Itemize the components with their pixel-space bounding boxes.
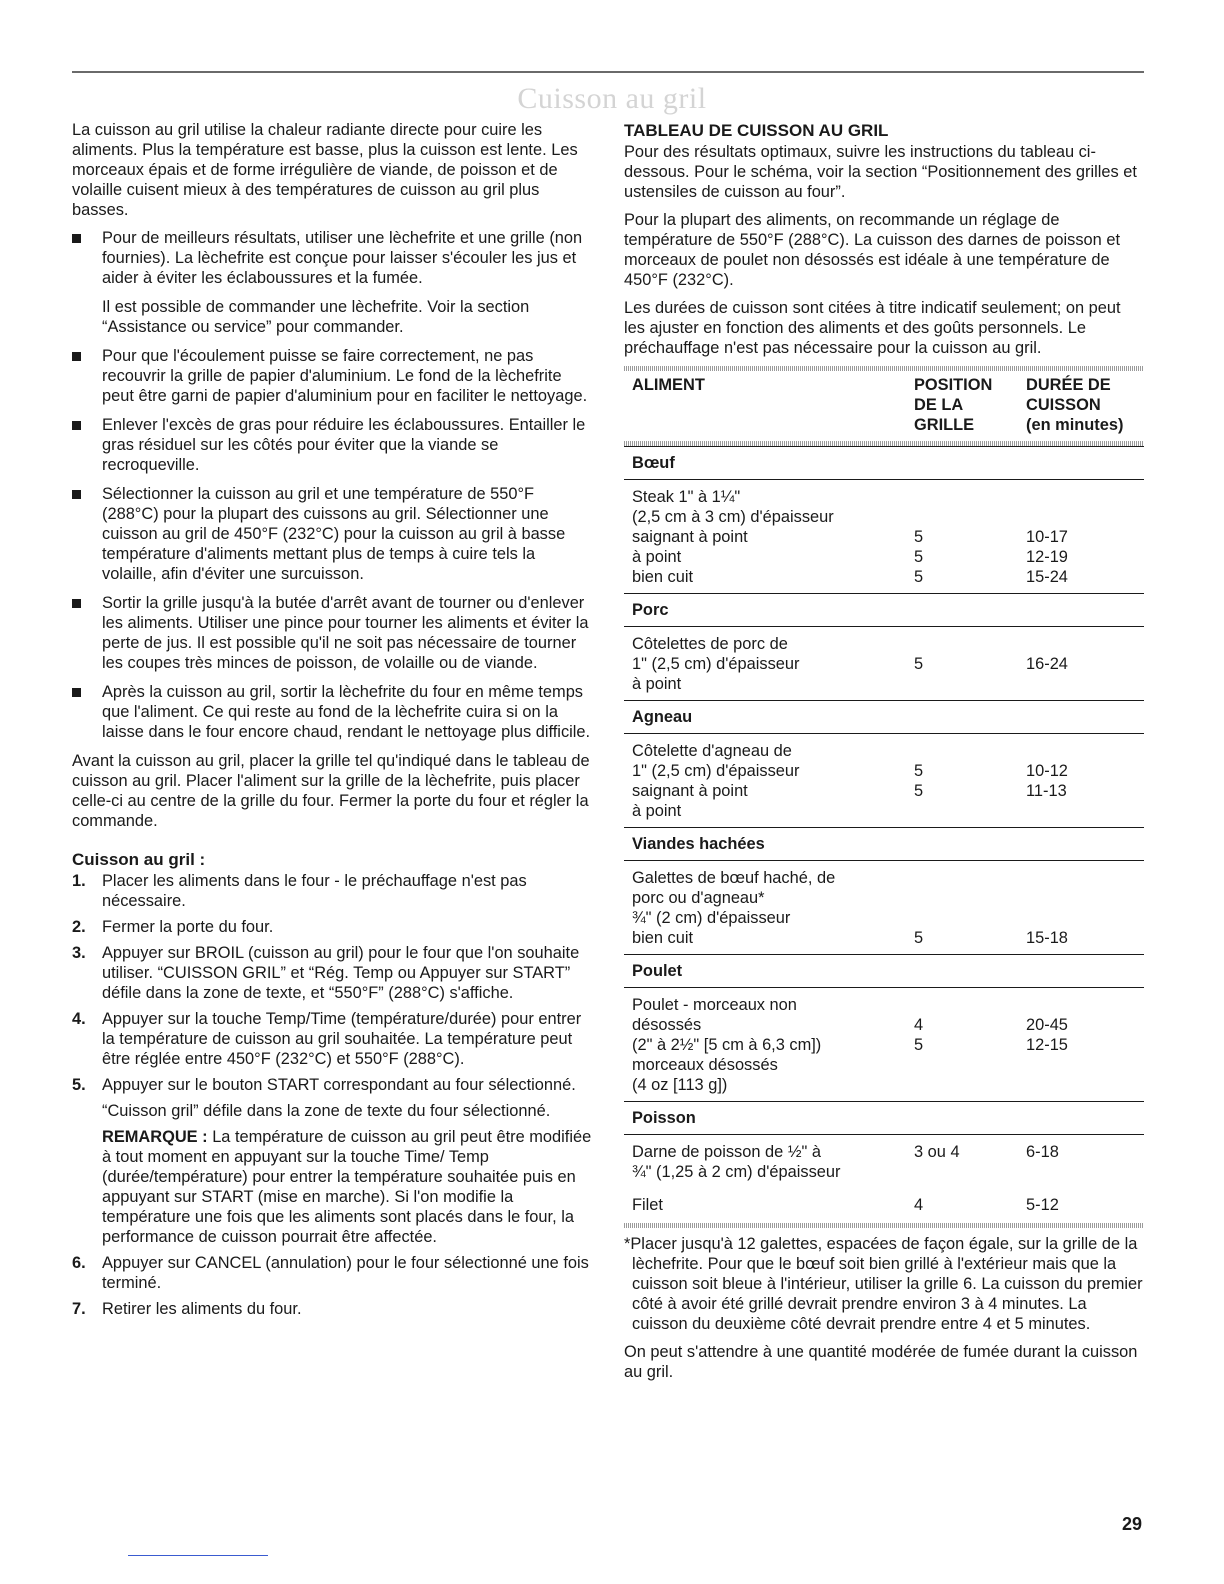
food-cell: Steak 1" à 1¼" (2,5 cm à 3 cm) d'épaisseur saignant à point à point bien cuit	[632, 488, 834, 586]
step-item: 2. Fermer la porte du four.	[72, 918, 274, 936]
tip-item: Après la cuisson au gril, sortir la lèchefrite du four en même temps que l'aliment. Ce qui reste au fond de la lèchefrite cuira si on la laisse dans le four encore chaud, rendant le nettoyage plus difficile.	[72, 682, 592, 742]
right-column	[624, 120, 1144, 1390]
page-number: 29	[1121, 1514, 1142, 1534]
category-label: Agneau	[624, 701, 1144, 734]
table-row	[624, 627, 1144, 701]
intro-paragraph: La cuisson au gril utilise la chaleur radiante directe pour cuire les aliments. Plus la température est basse, plus la cuisson est lente. Les morceaux épais et de forme irrégulière de viande, de poisson et de volaille cuisent mieux à des températures de cuisson au gril plus basses.	[72, 121, 578, 219]
position-cell: 4	[914, 1196, 924, 1214]
table-intro: Pour des résultats optimaux, suivre les instructions du tableau ci-dessous. Pour le schéma, voir la section “Positionnement des grilles et ustensiles de cuisson au four”.	[624, 143, 1137, 201]
position-cell: 3 ou 4	[914, 1143, 960, 1161]
category-label: Poulet	[624, 955, 1144, 988]
footer-line	[128, 1555, 268, 1556]
food-cell: Filet	[632, 1196, 663, 1214]
duration-cell: 6-18	[1026, 1143, 1059, 1161]
category-label: Porc	[624, 594, 1144, 627]
step-item: 3. Appuyer sur BROIL (cuisson au gril) pour le four que l'on souhaite utiliser. “CUISSON GRIL” et “Rég. Temp ou Appuyer sur START” défile dans la zone de texte, et “550°F” (288°C) s'affiche.	[72, 944, 580, 1002]
position-cell: 4 5	[914, 1016, 924, 1054]
table-header-row	[624, 375, 1144, 441]
category-row	[624, 701, 1144, 734]
duration-cell: 20-45 12-15	[1026, 1016, 1068, 1054]
broil-table	[624, 375, 1144, 1221]
step-item: 6. Appuyer sur CANCEL (annulation) pour le four sélectionné une fois terminé.	[72, 1254, 589, 1292]
category-row	[624, 594, 1144, 627]
food-cell: Darne de poisson de ½" à ¾" (1,25 à 2 cm) d'épaisseur	[632, 1143, 841, 1181]
table-row	[624, 734, 1144, 828]
top-rule	[72, 71, 1144, 73]
header-duree: DURÉE DE CUISSON (en minutes)	[1026, 376, 1124, 434]
step-item: 7. Retirer les aliments du four.	[72, 1300, 302, 1318]
category-row	[624, 447, 1144, 480]
tip-item: Sortir la grille jusqu'à la butée d'arrêt avant de tourner ou d'enlever les aliments. Utiliser une pince pour tourner les aliments et éviter la perte de jus. Il est possible qu'il ne soit pas nécessaire de tourner les coupes très minces de poisson, de volaille ou de viande.	[72, 593, 592, 673]
smoke-note: On peut s'attendre à une quantité modérée de fumée durant la cuisson au gril.	[624, 1343, 1138, 1381]
table-row	[624, 480, 1144, 594]
header-aliment: ALIMENT	[632, 376, 705, 394]
dotted-rule	[624, 1223, 1144, 1228]
position-cell: 5 5 5	[914, 528, 924, 586]
table-row	[624, 988, 1144, 1102]
category-row	[624, 1102, 1144, 1135]
page-title: Cuisson au gril	[517, 82, 707, 115]
duration-cell: 10-17 12-19 15-24	[1026, 528, 1068, 586]
temperature-note: Pour la plupart des aliments, on recommande un réglage de température de 550°F (288°C). La cuisson des darnes de poisson et morceaux de poulet non désossés est idéale à une température de 450°F (232°C).	[624, 211, 1121, 289]
food-cell: Côtelette d'agneau de 1" (2,5 cm) d'épaisseur saignant à point à point	[632, 742, 800, 820]
position-cell: 5 5	[914, 762, 924, 800]
duration-cell: 16-24	[1026, 655, 1068, 673]
dotted-rule	[624, 441, 1144, 446]
category-label: Bœuf	[624, 447, 1144, 480]
table-row	[624, 1135, 1144, 1189]
duration-cell: 10-12 11-13	[1026, 762, 1068, 800]
step-item: 5. Appuyer sur le bouton START correspondant au four sélectionné. “Cuisson gril” défile dans la zone de texte du four sélectionné. REMARQUE : La température de cuisson au gril peut être modifiée à tout moment en appuyant sur la touche Time/ Temp (durée/température) pour entrer la température souhaitée puis en appuyant sur START (mise en marche). Si l'on modifie la température une fois que les aliments sont placés dans le four, la performance de cuisson pourrait être affectée.	[72, 1076, 592, 1246]
table-row	[624, 1188, 1144, 1221]
food-cell: Poulet - morceaux non désossés (2" à 2½" [5 cm à 6,3 cm]) morceaux désossés (4 oz [113 g])	[632, 996, 822, 1094]
header-position: POSITION DE LA GRILLE	[914, 376, 993, 434]
steps-heading: Cuisson au gril :	[72, 850, 206, 869]
category-row	[624, 828, 1144, 861]
duration-cell: 15-18	[1026, 929, 1068, 947]
step-item: 4. Appuyer sur la touche Temp/Time (température/durée) pour entrer la température de cuisson au gril souhaitée. La température peut être réglée entre 450°F (232°C) et 550°F (288°C).	[72, 1010, 582, 1068]
footnote: *Placer jusqu'à 12 galettes, espacées de façon égale, sur la grille de la lèchefrite. Pour que le bœuf soit bien grillé à l'extérieur mais que la cuisson soit bleue à l'intérieur, utiliser la grille 6. La cuisson du premier côté à avoir été grillé devrait prendre environ 3 à 4 minutes. La cuisson du deuxième côté devrait prendre entre 4 et 5 minutes.	[624, 1235, 1143, 1333]
dotted-rule	[624, 366, 1144, 371]
tips-list	[72, 228, 592, 742]
left-column	[72, 120, 592, 1325]
tip-item: Sélectionner la cuisson au gril et une température de 550°F (288°C) pour la plupart des cuissons au gril. Sélectionner une cuisson au gril de 450°F (232°C) pour la cuisson au gril à basse température d'aliments mettant plus de temps à cuire tels la volaille, afin d'éviter une surcuisson.	[72, 484, 592, 584]
food-cell: Galettes de bœuf haché, de porc ou d'agneau* ¾" (2 cm) d'épaisseur bien cuit	[632, 869, 836, 947]
category-row	[624, 955, 1144, 988]
step-subnote: “Cuisson gril” défile dans la zone de texte du four sélectionné.	[102, 1102, 551, 1120]
position-cell: 5	[914, 929, 924, 947]
category-label: Viandes hachées	[624, 828, 1144, 861]
steps-list	[72, 871, 592, 1319]
remark-note: REMARQUE : La température de cuisson au gril peut être modifiée à tout moment en appuyant sur la touche Time/ Temp (durée/température) pour entrer la température souhaitée puis en appuyant sur START (mise en marche). Si l'on modifie la température une fois que les aliments sont placés dans le four, la performance de cuisson pourrait être affectée.	[102, 1128, 592, 1246]
tip-item: Pour que l'écoulement puisse se faire correctement, ne pas recouvrir la grille de papier d'aluminium. Le fond de la lèchefrite peut être garni de papier d'aluminium pour en faciliter le nettoyage.	[72, 346, 592, 406]
duration-note: Les durées de cuisson sont citées à titre indicatif seulement; on peut les ajuster en fonction des aliments et des goûts personnels. Le préchauffage n'est pas nécessaire pour la cuisson au gril.	[624, 299, 1121, 357]
placement-paragraph: Avant la cuisson au gril, placer la grille tel qu'indiqué dans le tableau de cuisson au gril. Placer l'aliment sur la grille de la lèchefrite, puis placer celle-ci au centre de la grille du four. Fermer la porte du four et régler la commande.	[72, 752, 590, 830]
food-cell: Côtelettes de porc de 1" (2,5 cm) d'épaisseur à point	[632, 635, 800, 693]
tip-subnote: Il est possible de commander une lèchefrite. Voir la section “Assistance ou service” pour commander.	[102, 298, 530, 336]
tip-item: Pour de meilleurs résultats, utiliser une lèchefrite et une grille (non fournies). La lèchefrite est conçue pour laisser s'écouler les jus et aider à éviter les éclaboussures et la fumée. Il est possible de commander une lèchefrite. Voir la section “Assistance ou service” pour commander.	[72, 228, 592, 337]
table-row	[624, 861, 1144, 955]
position-cell: 5	[914, 655, 924, 673]
category-label: Poisson	[624, 1102, 1144, 1135]
step-item: 1. Placer les aliments dans le four - le préchauffage n'est pas nécessaire.	[72, 872, 527, 910]
tip-item: Enlever l'excès de gras pour réduire les éclaboussures. Entailler le gras résiduel sur les côtés pour éviter que la viande se recroqueville.	[72, 415, 592, 475]
table-footnotes	[624, 1234, 1144, 1382]
table-heading: TABLEAU DE CUISSON AU GRIL	[624, 121, 889, 140]
duration-cell: 5-12	[1026, 1196, 1059, 1214]
